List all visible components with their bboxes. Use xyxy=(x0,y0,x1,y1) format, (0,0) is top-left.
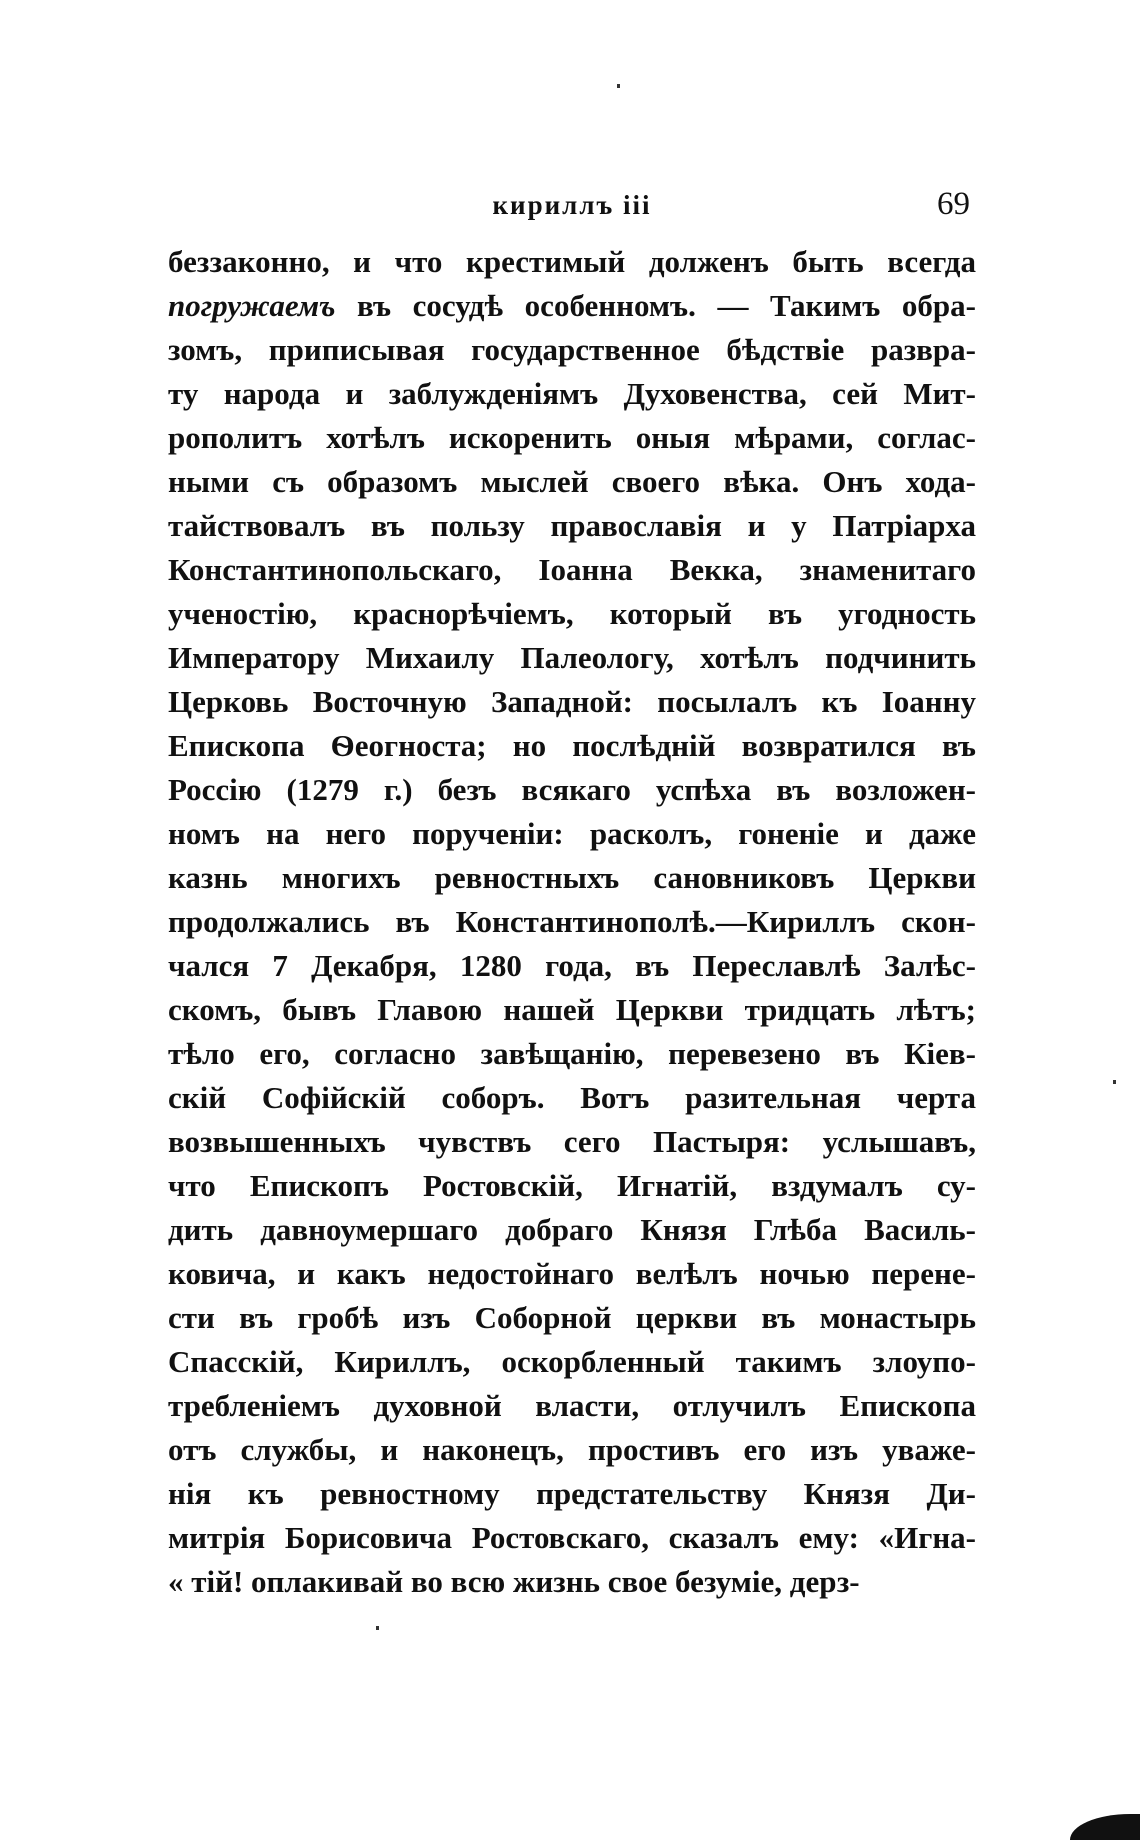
text-line: митрія Борисовича Ростовскаго, сказалъ ему: «Игна- xyxy=(168,1520,976,1555)
text-line: Епископа Ѳеогноста; но послѣдній возвратился въ xyxy=(168,728,976,763)
text-line: рополитъ хотѣлъ искоренить оныя мѣрами, соглас- xyxy=(168,420,976,455)
text-line-rest: въ сосудѣ особенномъ. — Такимъ обра- xyxy=(335,288,976,323)
text-line: сти въ гробѣ изъ Соборной церкви въ монастырь xyxy=(168,1300,976,1335)
italic-word: погружаемъ xyxy=(168,288,336,323)
text-line: отъ службы, и наконецъ, простивъ его изъ уваже- xyxy=(168,1432,976,1467)
text-line: Россію (1279 г.) безъ всякаго успѣха въ возложен- xyxy=(168,772,976,807)
text-line: скомъ, бывъ Главою нашей Церкви тридцать лѣтъ; xyxy=(168,992,976,1027)
running-head xyxy=(168,186,976,232)
text-line: тайствовалъ въ пользу православія и у Патріарха xyxy=(168,508,976,543)
text-line: Церковь Восточную Западной: посылалъ къ Іоанну xyxy=(168,684,976,719)
text-line: Константинопольскаго, Іоанна Векка, знаменитаго xyxy=(168,552,976,587)
page-number: 69 xyxy=(937,186,970,222)
text-line xyxy=(168,284,976,328)
scan-shadow xyxy=(1070,1814,1140,1840)
text-line: скій Софійскій соборъ. Вотъ разительная черта xyxy=(168,1080,976,1115)
text-line: возвышенныхъ чувствъ сего Пастыря: услышавъ, xyxy=(168,1124,976,1159)
print-speck xyxy=(376,1626,379,1630)
text-line: казнь многихъ ревностныхъ сановниковъ Церкви xyxy=(168,860,976,895)
body-text xyxy=(168,240,976,1604)
text-line: зомъ, приписывая государственное бѣдствіе развра- xyxy=(168,332,976,367)
text-line: нія къ ревностному предстательству Князя Ди- xyxy=(168,1476,976,1511)
text-line: ученостію, краснорѣчіемъ, который въ угодность xyxy=(168,596,976,631)
text-line: что Епископъ Ростовскій, Игнатій, вздумалъ су- xyxy=(168,1168,976,1203)
text-line: тѣло его, согласно завѣщанію, перевезено въ Кіев- xyxy=(168,1036,976,1071)
text-line: дить давноумершаго добраго Князя Глѣба Василь- xyxy=(168,1212,976,1247)
print-speck xyxy=(617,84,620,88)
running-title: кириллъ iii xyxy=(492,190,652,220)
text-line: « тій! оплакивай во всю жизнь свое безуміе, дерз- xyxy=(168,1564,860,1599)
text-line: продолжались въ Константинополѣ.—Кириллъ скон- xyxy=(168,904,976,939)
text-line: беззаконно, и что крестимый долженъ быть всегда xyxy=(168,244,976,279)
text-line: Императору Михаилу Палеологу, хотѣлъ подчинить xyxy=(168,640,976,675)
print-speck xyxy=(1113,1080,1116,1084)
text-line: ковича, и какъ недостойнаго велѣлъ ночью перене- xyxy=(168,1256,976,1291)
text-line: ными съ образомъ мыслей своего вѣка. Онъ хода- xyxy=(168,464,976,499)
text-line: требленіемъ духовной власти, отлучилъ Епископа xyxy=(168,1388,976,1423)
text-line: чался 7 Декабря, 1280 года, въ Переславлѣ Залѣс- xyxy=(168,948,976,983)
text-line: Спасскій, Кириллъ, оскорбленный такимъ злоупо- xyxy=(168,1344,976,1379)
text-line: номъ на него порученіи: расколъ, гоненіе и даже xyxy=(168,816,976,851)
text-line: ту народа и заблужденіямъ Духовенства, сей Мит- xyxy=(168,376,976,411)
